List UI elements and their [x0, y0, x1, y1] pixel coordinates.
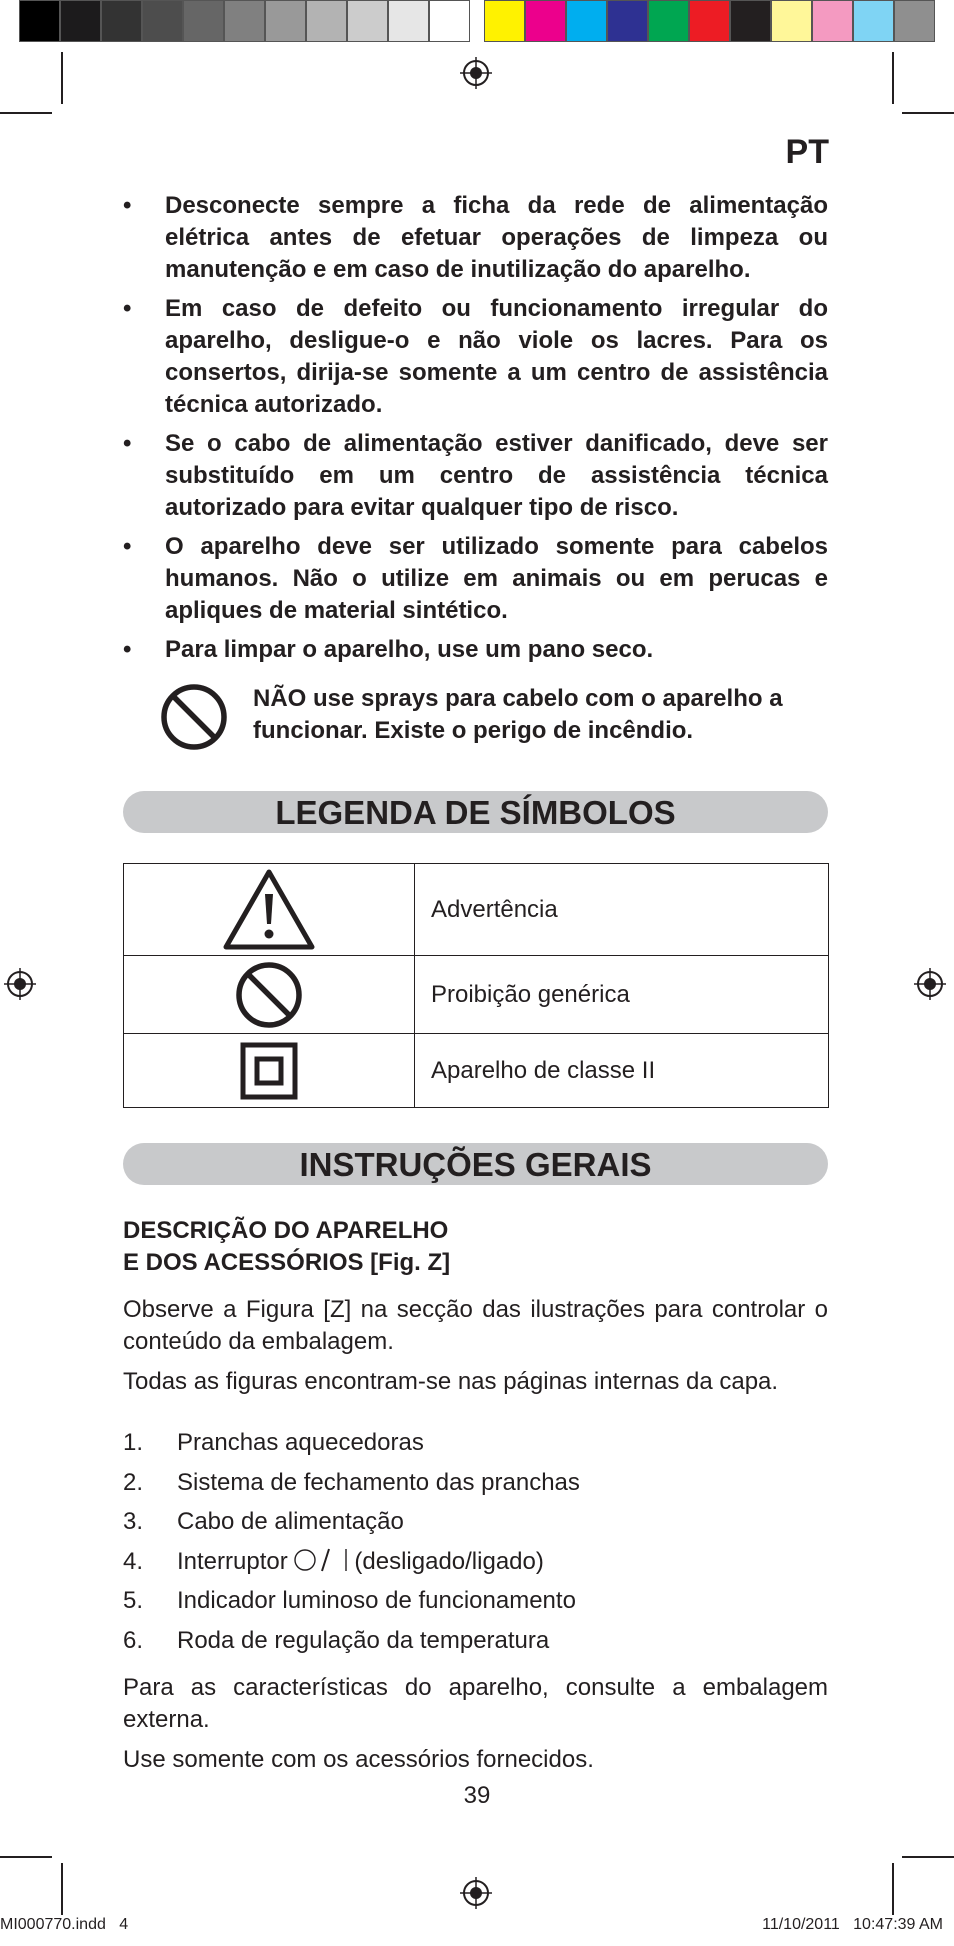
color-swatch [484, 0, 525, 42]
item-text: Interruptor [177, 1547, 288, 1575]
color-swatch [525, 0, 566, 42]
color-swatch [771, 0, 812, 42]
color-swatch [648, 0, 689, 42]
gray-swatch [19, 0, 60, 42]
bullet-marker: • [123, 636, 132, 663]
color-swatch [566, 0, 607, 42]
symbol-label: Advertência [415, 864, 829, 956]
prohibition-icon [235, 961, 303, 1029]
color-swatch [607, 0, 648, 42]
language-code: PT [785, 133, 829, 171]
hairspray-warning [160, 683, 828, 755]
bullet-text: Se o cabo de alimentação estiver danificado, deve ser substituído em um centro de assistência técnica autorizado para evitar qualquer tipo de risco. [165, 430, 828, 521]
symbol-label: Proibição genérica [415, 956, 829, 1034]
bullet-marker: • [123, 295, 132, 322]
outro-paragraph: Use somente com os acessórios fornecidos. [123, 1746, 594, 1773]
list-item [123, 190, 828, 286]
bullet-text: Para limpar o aparelho, use um pano seco. [165, 636, 654, 663]
gray-swatch [347, 0, 388, 42]
swatch-gap [470, 0, 484, 42]
section-heading-symbols: LEGENDA DE SÍMBOLOS [123, 791, 828, 833]
list-item [123, 1423, 828, 1463]
gray-swatch [265, 0, 306, 42]
color-swatch [853, 0, 894, 42]
table-row [124, 1034, 829, 1108]
item-number: 5. [123, 1587, 144, 1614]
list-item [123, 634, 828, 666]
warning-text: NÃO use sprays para cabelo com o aparelho a funcionar. Existe o perigo de incêndio. [253, 685, 783, 744]
color-swatch [689, 0, 730, 42]
item-number: 4. [123, 1547, 144, 1575]
class-ii-icon [240, 1042, 298, 1100]
subheading-line: E DOS ACESSÓRIOS [Fig. Z] [123, 1249, 451, 1276]
registration-mark-icon [460, 1877, 492, 1909]
safety-bullet-list [123, 190, 828, 673]
intro-paragraph: Todas as figuras encontram-se nas páginas internas da capa. [123, 1368, 779, 1395]
device-description-heading [123, 1215, 450, 1279]
item-number: 2. [123, 1468, 144, 1496]
parts-list [123, 1423, 828, 1660]
item-text: (desligado/ligado) [354, 1547, 544, 1575]
crop-mark [0, 112, 52, 114]
list-item [123, 1621, 828, 1661]
page-number: 39 [463, 1782, 491, 1809]
list-item [123, 1502, 828, 1542]
symbol-label: Aparelho de classe II [415, 1034, 829, 1108]
color-swatch [812, 0, 853, 42]
list-item [123, 1581, 828, 1621]
gray-swatch [183, 0, 224, 42]
registration-mark-icon [4, 968, 36, 1000]
gray-swatch [101, 0, 142, 42]
gray-swatch [388, 0, 429, 42]
crop-mark [61, 1863, 63, 1915]
item-text: Roda de regulação da temperatura [177, 1626, 550, 1654]
item-text: Sistema de fechamento das pranchas [177, 1468, 580, 1496]
section-heading-general: INSTRUÇÕES GERAIS [123, 1143, 828, 1185]
item-number: 1. [123, 1429, 144, 1456]
outro-paragraph: Para as características do aparelho, consulte a embalagem externa. [123, 1674, 828, 1733]
color-swatch [730, 0, 771, 42]
bullet-marker: • [123, 430, 132, 457]
crop-mark [892, 1863, 894, 1915]
list-item [123, 428, 828, 524]
color-swatch [894, 0, 935, 42]
list-item [123, 1463, 828, 1503]
bullet-text: Desconecte sempre a ficha da rede de alimentação elétrica antes de efetuar operações de limpeza ou manutenção e em caso de inutilização do aparelho. [165, 192, 828, 283]
table-row [124, 864, 829, 956]
registration-mark-icon [460, 57, 492, 89]
item-number: 3. [123, 1508, 144, 1535]
list-item [123, 293, 828, 421]
list-item [123, 1542, 828, 1582]
power-switch-icon [294, 1547, 354, 1573]
registration-mark-icon [914, 968, 946, 1000]
bullet-text: Em caso de defeito ou funcionamento irregular do aparelho, desligue-o e não viole os lacres. Para os consertos, dirija-se somente a um centro de assistência técnica autorizado. [165, 295, 828, 418]
item-number: 6. [123, 1626, 144, 1654]
crop-mark [902, 112, 954, 114]
gray-swatch [224, 0, 265, 42]
footer-timestamp: 11/10/2011 10:47:39 AM [762, 1916, 943, 1933]
item-text: Cabo de alimentação [177, 1508, 404, 1535]
crop-mark [0, 1856, 52, 1858]
gray-swatch [142, 0, 183, 42]
list-item [123, 531, 828, 627]
item-text: Indicador luminoso de funcionamento [177, 1587, 576, 1614]
intro-paragraph: Observe a Figura [Z] na secção das ilustrações para controlar o conteúdo da embalagem. [123, 1296, 828, 1355]
bullet-marker: • [123, 533, 132, 560]
warning-triangle-icon [221, 867, 317, 953]
gray-swatch [306, 0, 347, 42]
color-calibration-bar [19, 0, 935, 42]
gray-swatch [60, 0, 101, 42]
crop-mark [902, 1856, 954, 1858]
symbols-table [123, 863, 829, 1108]
crop-mark [892, 52, 894, 104]
crop-mark [61, 52, 63, 104]
gray-swatch [429, 0, 470, 42]
bullet-marker: • [123, 192, 132, 219]
item-text: Pranchas aquecedoras [177, 1429, 424, 1456]
bullet-text: O aparelho deve ser utilizado somente para cabelos humanos. Não o utilize em animais ou em perucas e apliques de material sintético. [165, 533, 828, 624]
footer-file-name: MI000770.indd 4 [0, 1916, 129, 1933]
prohibition-icon [160, 683, 228, 751]
subheading-line: DESCRIÇÃO DO APARELHO [123, 1217, 449, 1244]
table-row [124, 956, 829, 1034]
